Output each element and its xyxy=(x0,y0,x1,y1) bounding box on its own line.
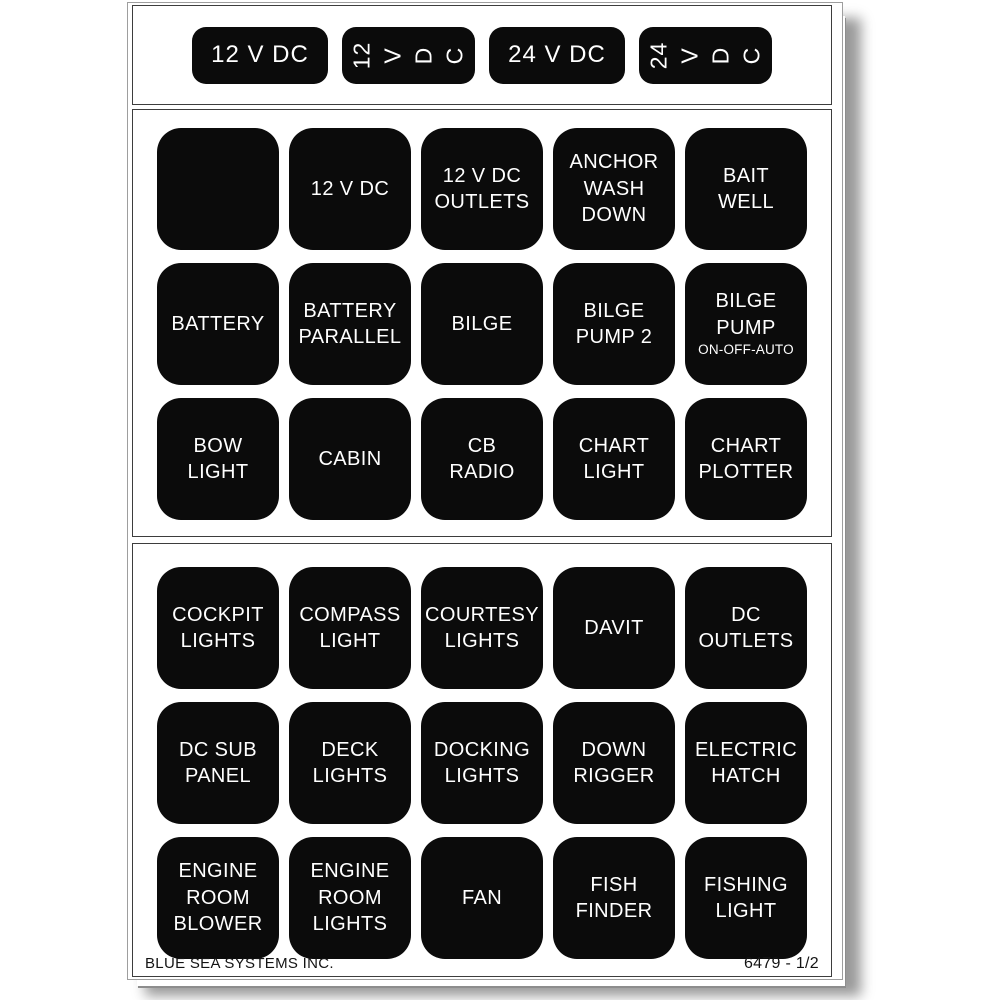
switch-label xyxy=(157,837,279,959)
switch-label xyxy=(421,398,543,520)
rotated-char xyxy=(411,32,437,78)
switch-label xyxy=(421,263,543,385)
switch-label xyxy=(553,702,675,824)
switch-label-blank xyxy=(157,128,279,250)
label-line: RIGGER xyxy=(573,765,655,787)
switch-label xyxy=(289,398,411,520)
rotated-char-text: V xyxy=(676,46,703,64)
switch-label xyxy=(553,567,675,689)
label-line: BILGE xyxy=(451,312,513,335)
label-line: ROOM xyxy=(186,886,250,909)
grid-row xyxy=(157,398,807,520)
switch-label xyxy=(289,567,411,689)
label-line: FISHING xyxy=(704,873,788,896)
switch-label xyxy=(157,702,279,824)
switch-label xyxy=(289,702,411,824)
switch-label xyxy=(553,398,675,520)
label-line: LIGHTS xyxy=(312,765,388,787)
label-line: RADIO xyxy=(449,461,515,483)
label-line: COURTESY xyxy=(425,603,539,626)
label-line: FISH xyxy=(590,873,638,896)
rotated-char-text: 12 xyxy=(348,41,375,69)
strip-label-text: 12 V DC xyxy=(211,41,309,68)
label-line: PANEL xyxy=(184,765,252,787)
top-strip xyxy=(132,5,832,105)
label-line: FINDER xyxy=(575,900,653,922)
label-line: CHART xyxy=(710,434,782,457)
switch-label xyxy=(553,837,675,959)
label-line: OUTLETS xyxy=(698,630,794,652)
label-line: ENGINE xyxy=(178,860,258,883)
switch-label xyxy=(553,263,675,385)
label-line: BATTERY xyxy=(171,312,265,335)
rotated-char xyxy=(349,32,375,78)
label-line: LIGHT xyxy=(319,630,381,652)
rotated-char-text: 24 xyxy=(645,41,672,69)
switch-label xyxy=(685,702,807,824)
label-line: ANCHOR xyxy=(569,151,659,174)
switch-label xyxy=(685,837,807,959)
label-line: DOWN xyxy=(581,204,647,227)
strip-label-0 xyxy=(192,27,328,84)
label-line: DAVIT xyxy=(584,616,644,639)
label-line: LIGHT xyxy=(583,461,645,483)
label-line: LIGHTS xyxy=(312,913,388,936)
switch-label xyxy=(685,263,807,385)
label-line: DECK xyxy=(321,738,379,761)
grid-row xyxy=(157,128,807,250)
switch-label xyxy=(289,263,411,385)
label-line: LIGHTS xyxy=(444,630,520,652)
label-line: COCKPIT xyxy=(172,603,264,626)
grid-row xyxy=(157,263,807,385)
footer xyxy=(145,955,819,973)
label-line: 12 V DC xyxy=(310,177,390,200)
switch-label xyxy=(289,837,411,959)
switch-label xyxy=(157,567,279,689)
label-grid-section-b xyxy=(132,543,832,977)
label-line: HATCH xyxy=(711,765,781,787)
rotated-char-text: D xyxy=(410,46,437,64)
grid-row xyxy=(157,837,807,959)
rotated-char xyxy=(646,32,672,78)
strip-label-2 xyxy=(489,27,625,84)
label-line: ENGINE xyxy=(310,860,390,883)
label-line: WASH xyxy=(583,177,645,200)
label-line: BOW xyxy=(193,434,243,457)
rotated-char-text: V xyxy=(379,46,406,64)
rotated-char xyxy=(708,32,734,78)
grid-row xyxy=(157,702,807,824)
label-sheet xyxy=(127,2,843,980)
switch-label xyxy=(421,567,543,689)
rotated-char xyxy=(380,32,406,78)
switch-label xyxy=(553,128,675,250)
label-line: ROOM xyxy=(318,886,382,909)
rotated-char xyxy=(739,32,765,78)
switch-label xyxy=(685,128,807,250)
label-line: LIGHT xyxy=(187,461,249,483)
switch-label xyxy=(289,128,411,250)
part-number: 6479 - 1/2 xyxy=(743,955,819,972)
label-line: DC xyxy=(731,603,761,626)
label-line: PUMP 2 xyxy=(575,326,653,348)
label-line: DOCKING xyxy=(433,738,531,761)
label-line: ELECTRIC xyxy=(694,738,798,761)
label-line: BAIT xyxy=(722,164,770,187)
switch-label xyxy=(685,567,807,689)
label-subline: ON-OFF-AUTO xyxy=(698,341,794,357)
label-line: OUTLETS xyxy=(434,191,530,213)
label-line: PUMP xyxy=(716,316,776,339)
rotated-char xyxy=(677,32,703,78)
brand-text: BLUE SEA SYSTEMS INC. xyxy=(145,955,334,972)
label-line: LIGHTS xyxy=(180,630,256,652)
label-line: COMPASS xyxy=(299,603,401,626)
label-line: WELL xyxy=(717,191,775,213)
rotated-char-text: C xyxy=(738,46,765,64)
label-line: PARALLEL xyxy=(298,326,402,348)
switch-label xyxy=(685,398,807,520)
label-line: CHART xyxy=(578,434,650,457)
label-line: LIGHTS xyxy=(444,765,520,787)
rotated-char-text: C xyxy=(441,46,468,64)
label-line: BLOWER xyxy=(173,913,263,936)
grid-a xyxy=(133,110,831,536)
strip-label-text: 24 V DC xyxy=(508,41,606,68)
label-line: BILGE xyxy=(715,290,777,313)
label-line: DC SUB xyxy=(179,738,257,761)
switch-label xyxy=(421,702,543,824)
label-grid-section-a xyxy=(132,109,832,537)
label-line: CABIN xyxy=(318,447,382,470)
label-line: 12 V DC xyxy=(442,164,522,187)
strip-label-3 xyxy=(639,27,772,84)
label-line: DOWN xyxy=(581,738,647,761)
label-line: BILGE xyxy=(583,299,645,322)
grid-row xyxy=(157,567,807,689)
switch-label xyxy=(157,398,279,520)
label-line: PLOTTER xyxy=(698,461,794,483)
label-line: LIGHT xyxy=(715,900,777,922)
rotated-char xyxy=(442,32,468,78)
strip-label-1 xyxy=(342,27,475,84)
grid-b xyxy=(133,544,831,976)
switch-label xyxy=(421,128,543,250)
rotated-char-text: D xyxy=(707,46,734,64)
switch-label xyxy=(157,263,279,385)
switch-label xyxy=(421,837,543,959)
label-line: BATTERY xyxy=(303,299,397,322)
label-line: CB xyxy=(467,434,497,457)
label-line: FAN xyxy=(461,886,503,909)
